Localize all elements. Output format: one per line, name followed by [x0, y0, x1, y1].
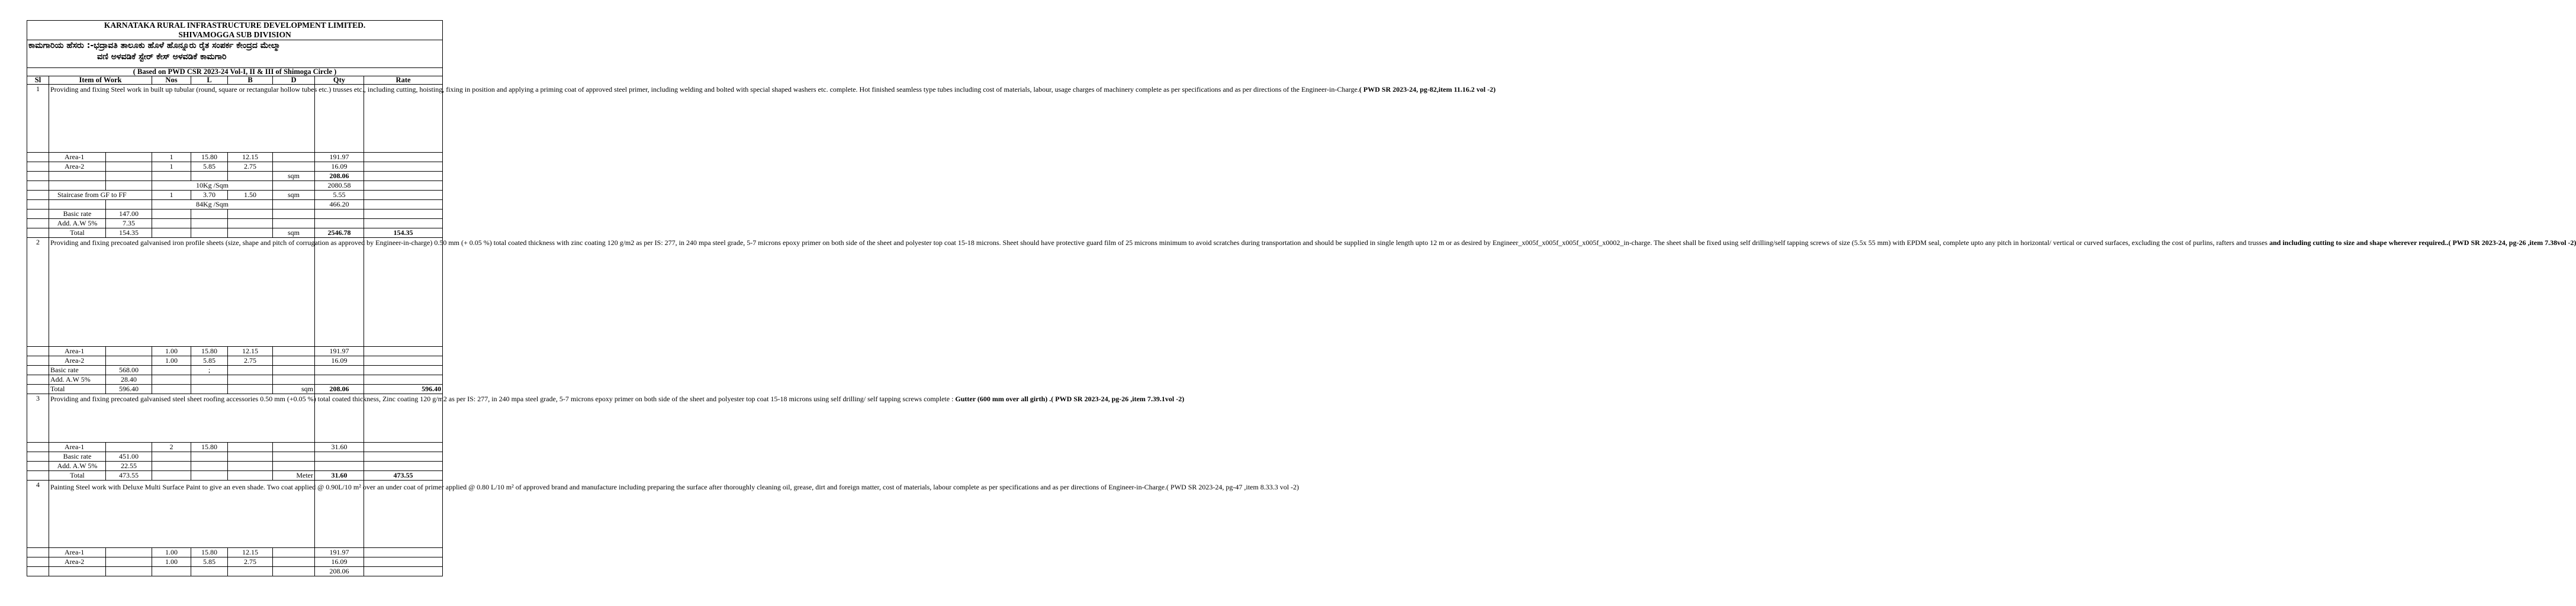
empty-cell	[228, 452, 273, 462]
empty-cell	[27, 557, 49, 567]
empty-cell	[27, 452, 49, 462]
basic-rate-row	[27, 209, 443, 219]
empty-cell	[273, 162, 315, 172]
empty-cell	[364, 356, 443, 366]
empty-cell	[364, 219, 443, 228]
empty-cell	[228, 172, 273, 181]
item-row	[27, 394, 443, 443]
table-cell: Area-1	[49, 347, 106, 356]
measurement-row	[27, 443, 443, 452]
empty-cell	[364, 85, 443, 153]
empty-cell	[273, 375, 315, 385]
work-name	[27, 40, 443, 68]
empty-cell	[27, 172, 49, 181]
table-cell: 568.00	[106, 366, 152, 375]
empty-cell	[228, 443, 273, 452]
measurement-row	[27, 162, 443, 172]
empty-cell	[273, 462, 315, 471]
table-cell: 10Kg /Sqm	[152, 181, 273, 191]
description-bold-text: Gutter (600 mm over all girth) .( PWD SR 2023-24, pg-26 ,item 7.39.1vol -2)	[955, 395, 1185, 403]
item-row	[27, 238, 443, 347]
empty-cell	[191, 462, 228, 471]
empty-cell	[228, 366, 273, 375]
table-cell: Area-1	[49, 548, 106, 557]
table-cell: Total	[49, 385, 106, 394]
empty-cell	[49, 200, 106, 209]
empty-cell	[27, 200, 49, 209]
table-cell: Basic rate	[49, 209, 106, 219]
table-cell: 84Kg /Sqm	[152, 200, 273, 209]
empty-cell	[364, 153, 443, 162]
empty-cell	[152, 366, 191, 375]
table-cell: Area-1	[49, 153, 106, 162]
empty-cell	[27, 366, 49, 375]
empty-cell	[191, 452, 228, 462]
table-cell: Add. A.W 5%	[49, 375, 106, 385]
empty-cell	[27, 385, 49, 394]
empty-cell	[27, 356, 49, 366]
empty-cell	[27, 548, 49, 557]
table-cell: 191.97	[315, 548, 364, 557]
estimate-table	[27, 20, 2576, 576]
col-sl: Sl	[27, 76, 49, 85]
table-cell: 2546.78	[315, 228, 364, 238]
empty-cell	[364, 162, 443, 172]
factor-row	[27, 181, 443, 191]
empty-cell	[191, 375, 228, 385]
sub-division: SHIVAMOGGA SUB DIVISION	[178, 30, 291, 39]
empty-cell	[27, 462, 49, 471]
col-rate: Rate	[364, 76, 443, 85]
subtotal-row	[27, 172, 443, 181]
measurement-row	[27, 153, 443, 162]
empty-cell	[364, 462, 443, 471]
table-cell: Area-1	[49, 443, 106, 452]
table-cell: 2	[152, 443, 191, 452]
empty-cell	[364, 452, 443, 462]
empty-cell	[152, 567, 191, 576]
empty-cell	[106, 557, 152, 567]
empty-cell	[315, 238, 364, 347]
item-sl: 2	[27, 238, 49, 347]
table-cell: 1.00	[152, 557, 191, 567]
table-cell: 1.50	[228, 191, 273, 200]
table-cell: 2.75	[228, 557, 273, 567]
measurement-row	[27, 191, 443, 200]
col-nos: Nos	[152, 76, 191, 85]
empty-cell	[27, 209, 49, 219]
empty-cell	[106, 548, 152, 557]
empty-cell	[27, 191, 49, 200]
item-sl: 4	[27, 481, 49, 548]
table-cell: 1.00	[152, 356, 191, 366]
empty-cell	[315, 219, 364, 228]
table-cell: Area-2	[49, 557, 106, 567]
table-cell: 473.55	[364, 471, 443, 481]
column-header-row	[27, 76, 443, 85]
empty-cell	[364, 191, 443, 200]
item-description	[49, 238, 2576, 347]
empty-cell	[27, 567, 49, 576]
empty-cell	[152, 209, 191, 219]
empty-cell	[273, 153, 315, 162]
item-description	[49, 394, 1185, 443]
empty-cell	[49, 181, 106, 191]
empty-cell	[191, 219, 228, 228]
table-cell: 1.00	[152, 347, 191, 356]
measurement-row	[27, 356, 443, 366]
org-name: KARNATAKA RURAL INFRASTRUCTURE DEVELOPMENT LIMITED.	[104, 21, 366, 30]
table-cell: 7.35	[106, 219, 152, 228]
empty-cell	[273, 181, 315, 191]
table-cell: 2.75	[228, 162, 273, 172]
table-cell: 15.80	[191, 443, 228, 452]
add-aw-row	[27, 375, 443, 385]
empty-cell	[228, 462, 273, 471]
item-sl: 1	[27, 85, 49, 153]
empty-cell	[191, 209, 228, 219]
table-cell: 12.15	[228, 548, 273, 557]
empty-cell	[228, 219, 273, 228]
table-cell: 5.85	[191, 162, 228, 172]
empty-cell	[27, 219, 49, 228]
work-name-line1: ಕಾಮಗಾರಿಯ ಹೆಸರು :-ಭದ್ರಾವತಿ ತಾಲೂಕು ಹೊಳೆ ಹೊನ್ನೂರು ರೈತ ಸಂಪರ್ಕ ಕೇಂದ್ರದ ಮೇಲ್ಮಾ	[28, 41, 281, 50]
table-cell: sqm	[273, 172, 315, 181]
empty-cell	[191, 172, 228, 181]
table-cell: Staircase from GF to FF	[49, 191, 152, 200]
empty-cell	[315, 452, 364, 462]
empty-cell	[364, 567, 443, 576]
measurement-row	[27, 347, 443, 356]
item-row	[27, 481, 443, 548]
table-cell: 16.09	[315, 356, 364, 366]
total-row	[27, 385, 443, 394]
empty-cell	[106, 162, 152, 172]
table-cell: 154.35	[106, 228, 152, 238]
table-cell: Add. A.W 5%	[49, 219, 106, 228]
table-cell: 31.60	[315, 471, 364, 481]
empty-cell	[106, 172, 152, 181]
empty-cell	[228, 471, 273, 481]
empty-cell	[273, 347, 315, 356]
empty-cell	[191, 567, 228, 576]
table-cell: Area-2	[49, 356, 106, 366]
description-bold-text: and including cutting to size and shape wherever required..( PWD SR 2023-24, pg-26 ,item 7.38vol -2)	[2269, 238, 2576, 247]
empty-cell	[228, 228, 273, 238]
empty-cell	[27, 153, 49, 162]
table-cell: Total	[49, 228, 106, 238]
empty-cell	[49, 567, 106, 576]
table-cell: sqm	[273, 228, 315, 238]
empty-cell	[152, 452, 191, 462]
empty-cell	[364, 375, 443, 385]
empty-cell	[273, 200, 315, 209]
item-description	[49, 481, 1300, 548]
table-cell: 16.09	[315, 162, 364, 172]
empty-cell	[364, 209, 443, 219]
empty-cell	[228, 385, 273, 394]
empty-cell	[273, 443, 315, 452]
table-cell: 28.40	[106, 375, 152, 385]
empty-cell	[152, 375, 191, 385]
empty-cell	[27, 181, 49, 191]
empty-cell	[106, 443, 152, 452]
empty-cell	[273, 567, 315, 576]
table-cell: sqm	[273, 385, 315, 394]
empty-cell	[191, 385, 228, 394]
empty-cell	[152, 471, 191, 481]
empty-cell	[106, 153, 152, 162]
table-cell: 2.75	[228, 356, 273, 366]
empty-cell	[315, 366, 364, 375]
col-qty: Qty	[315, 76, 364, 85]
table-cell: Add. A.W 5%	[49, 462, 106, 471]
basic-rate-row	[27, 452, 443, 462]
table-cell: ;	[191, 366, 228, 375]
empty-cell	[191, 471, 228, 481]
empty-cell	[364, 443, 443, 452]
empty-cell	[27, 443, 49, 452]
table-cell: 5.85	[191, 557, 228, 567]
empty-cell	[106, 181, 152, 191]
empty-cell	[364, 181, 443, 191]
empty-cell	[315, 209, 364, 219]
empty-cell	[27, 162, 49, 172]
item-description	[49, 85, 1496, 153]
empty-cell	[152, 219, 191, 228]
empty-cell	[273, 219, 315, 228]
table-cell: 5.85	[191, 356, 228, 366]
empty-cell	[273, 557, 315, 567]
table-cell: 3.70	[191, 191, 228, 200]
col-d: D	[273, 76, 315, 85]
table-cell: Area-2	[49, 162, 106, 172]
description-text: Providing and fixing precoated galvanised steel sheet roofing accessories 0.50 mm (+0.05 %) total coated thickness, Zinc coating 120 g/m2 as per IS: 277, in 240 mpa steel grade, 5-7 microns epoxy primer on both side of the sheet and polyester top coat 15-18 microns using self drilling/ self tapping screws complete :	[50, 395, 956, 403]
empty-cell	[364, 238, 443, 347]
table-cell: Meter	[273, 471, 315, 481]
empty-cell	[315, 462, 364, 471]
table-cell: 2080.58	[315, 181, 364, 191]
empty-cell	[152, 172, 191, 181]
empty-cell	[315, 375, 364, 385]
table-cell: Basic rate	[49, 452, 106, 462]
empty-cell	[364, 172, 443, 181]
empty-cell	[27, 228, 49, 238]
empty-cell	[27, 471, 49, 481]
empty-cell	[273, 366, 315, 375]
empty-cell	[273, 548, 315, 557]
empty-cell	[191, 228, 228, 238]
empty-cell	[364, 557, 443, 567]
basis-note: ( Based on PWD CSR 2023-24 Vol-I, II & III of Shimoga Circle )	[27, 68, 443, 76]
empty-cell	[49, 172, 106, 181]
table-cell: 1	[152, 191, 191, 200]
empty-cell	[27, 347, 49, 356]
table-cell: sqm	[273, 191, 315, 200]
empty-cell	[106, 347, 152, 356]
table-cell: 12.15	[228, 153, 273, 162]
empty-cell	[364, 548, 443, 557]
table-cell: 451.00	[106, 452, 152, 462]
table-cell: 15.80	[191, 153, 228, 162]
item-row	[27, 85, 443, 153]
add-aw-row	[27, 219, 443, 228]
description-bold-text: ( PWD SR 2023-24, pg-82,item 11.16.2 vol -2)	[1359, 85, 1496, 94]
empty-cell	[152, 462, 191, 471]
table-cell: 208.06	[315, 385, 364, 394]
table-cell: 596.40	[106, 385, 152, 394]
table-cell: 147.00	[106, 209, 152, 219]
empty-cell	[364, 366, 443, 375]
table-cell: 31.60	[315, 443, 364, 452]
table-cell: 466.20	[315, 200, 364, 209]
org-title	[27, 21, 443, 40]
empty-cell	[152, 228, 191, 238]
table-cell: 12.15	[228, 347, 273, 356]
table-cell: Basic rate	[49, 366, 106, 375]
factor-row	[27, 200, 443, 209]
measurement-row	[27, 548, 443, 557]
empty-cell	[364, 347, 443, 356]
empty-cell	[27, 375, 49, 385]
empty-cell	[315, 85, 364, 153]
col-l: L	[191, 76, 228, 85]
empty-cell	[228, 209, 273, 219]
table-cell: 1.00	[152, 548, 191, 557]
basic-rate-row	[27, 366, 443, 375]
empty-cell	[228, 567, 273, 576]
col-item: Item of Work	[49, 76, 152, 85]
table-cell: 5.55	[315, 191, 364, 200]
empty-cell	[106, 356, 152, 366]
total-row	[27, 471, 443, 481]
table-cell: 208.06	[315, 567, 364, 576]
table-cell: 15.80	[191, 548, 228, 557]
table-cell: 1	[152, 162, 191, 172]
empty-cell	[273, 452, 315, 462]
table-cell: 473.55	[106, 471, 152, 481]
description-text: Painting Steel work with Deluxe Multi Surface Paint to give an even shade. Two coat applied @ 0.90L/10 m² over an under coat of primer applied @ 0.80 L/10 m² of approved brand and manufacture including preparing the surface after thoroughly cleaning oil, grease, dirt and foreign matter, cost of materials, labour complete as per specifications and as per directions of Engineer-in-Charge.( PWD SR 2023-24, pg-47 ,item 8.33.3 vol -2)	[50, 483, 1300, 491]
col-b: B	[228, 76, 273, 85]
table-cell: Total	[49, 471, 106, 481]
measurement-row	[27, 557, 443, 567]
table-cell: 208.06	[315, 172, 364, 181]
empty-cell	[152, 385, 191, 394]
description-text: Providing and fixing Steel work in built up tubular (round, square or rectangular hollow tubes etc.) trusses etc., including cutting, hoisting, fixing in position and applying a priming coat of approved steel primer, including welding and bolted with special shaped washers etc. complete. Hot finished seamless type tubes including cost of materials, labour, usage charges of machinery complete as per specifications and as per directions of the Engineer-in-Charge.	[50, 85, 1359, 94]
total-row	[27, 228, 443, 238]
table-cell: 1	[152, 153, 191, 162]
table-cell: 154.35	[364, 228, 443, 238]
empty-cell	[106, 567, 152, 576]
table-cell: 191.97	[315, 347, 364, 356]
item-sl: 3	[27, 394, 49, 443]
subtotal-row	[27, 567, 443, 576]
empty-cell	[228, 375, 273, 385]
table-cell: 191.97	[315, 153, 364, 162]
empty-cell	[273, 356, 315, 366]
table-cell: 16.09	[315, 557, 364, 567]
empty-cell	[364, 200, 443, 209]
table-cell: 15.80	[191, 347, 228, 356]
empty-cell	[273, 209, 315, 219]
work-name-line2: ವಣಿ ಅಳವಡಿಕೆ ಸ್ಟೇರ್ ಕೇಸ್ ಅಳವಡಿಕೆ ಕಾಮಗಾರಿ	[97, 52, 227, 62]
table-cell: 22.55	[106, 462, 152, 471]
description-text: Providing and fixing precoated galvanised iron profile sheets (size, shape and pitch of corrugation as approved by Engineer-in-charge) 0.50 mm (+ 0.05 %) total coated thickness with zinc coating 120 g/m2 as per IS: 277, in 240 mpa steel grade, 5-7 microns epoxy primer on both side of the sheet and polyester top coat 15-18 microns. Sheet should have protective guard film of 25 microns minimum to avoid scratches during transportation and should be supplied in single length upto 12 m or as desired by Engineer_x005f_x005f_x005f_x005f_x0002_in-charge. The sheet shall be fixed using self drilling/self tapping screws of size (5.5x 55 mm) with EPDM seal, complete upto any pitch in horizontal/ vertical or curved surfaces, excluding the cost of purlins, rafters and trusses	[50, 238, 2269, 247]
empty-cell	[106, 200, 152, 209]
table-cell: 596.40	[364, 385, 443, 394]
add-aw-row	[27, 462, 443, 471]
